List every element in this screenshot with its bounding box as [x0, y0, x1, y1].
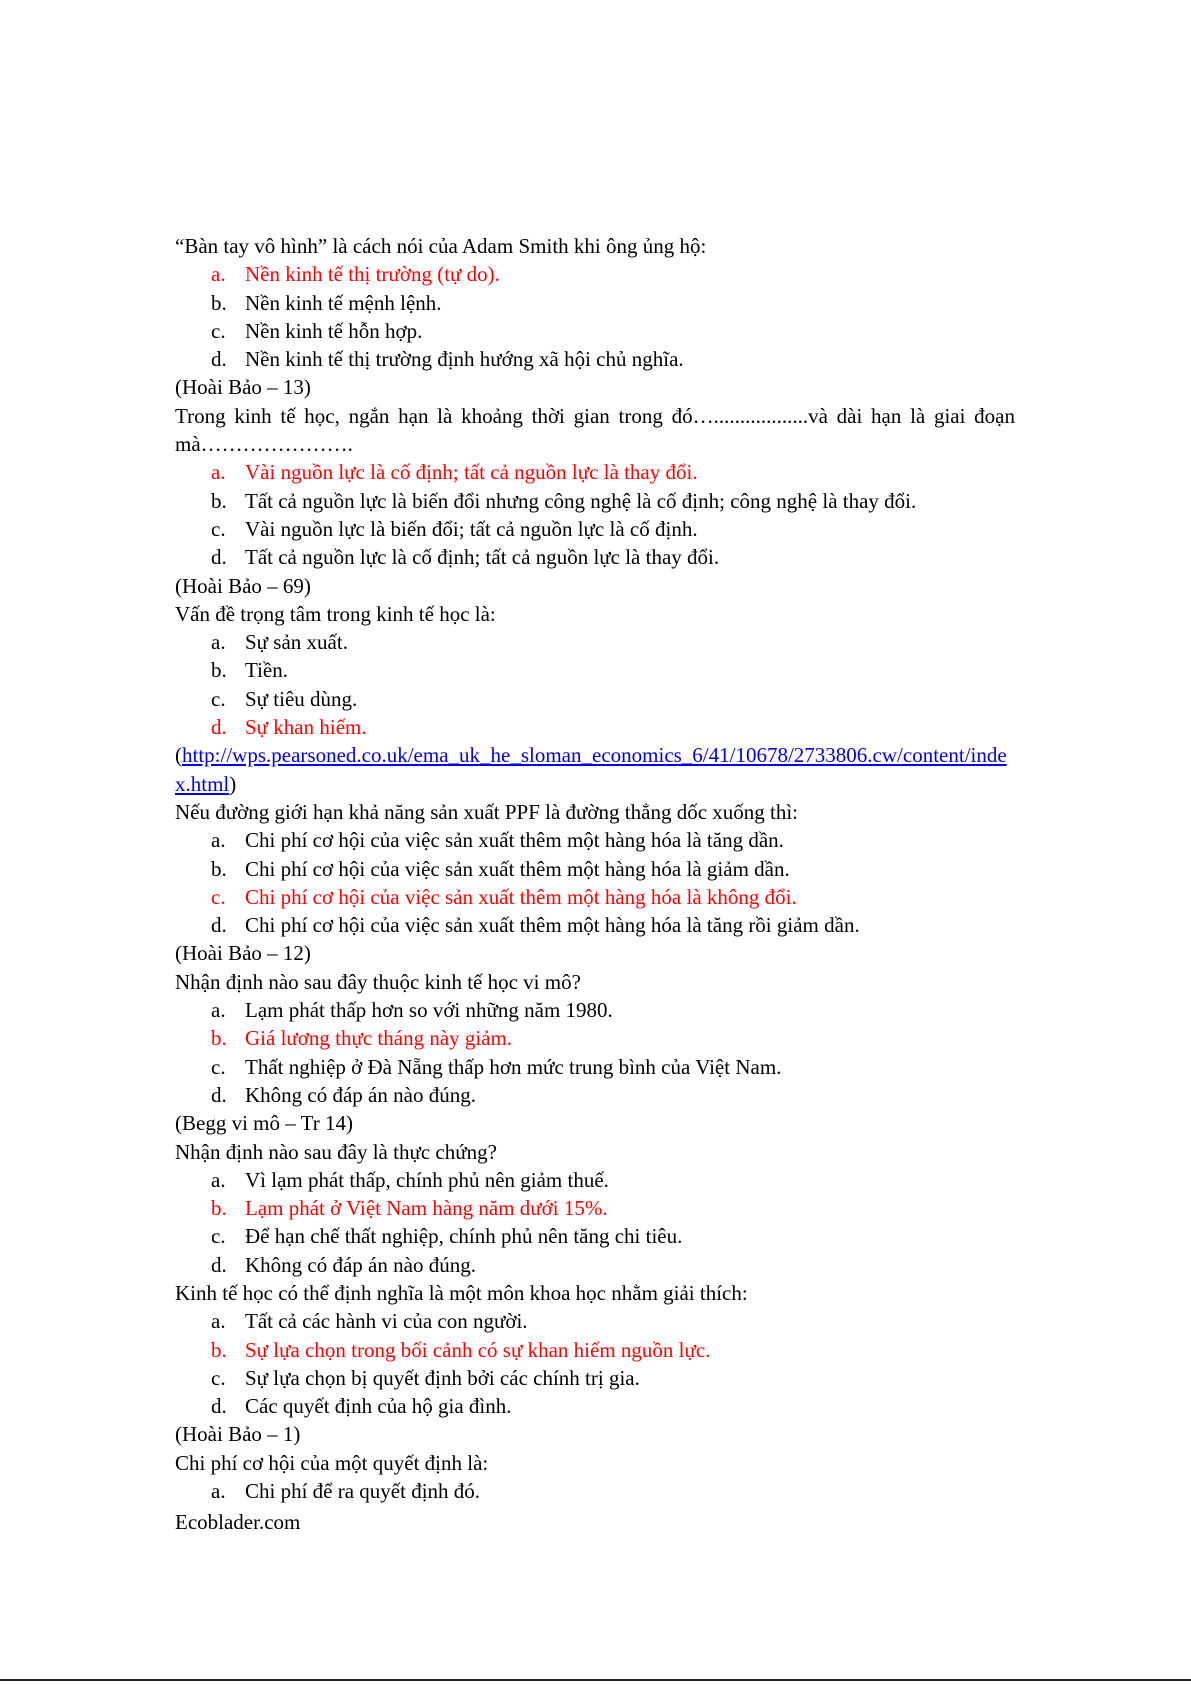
question-text: Nếu đường giới hạn khả năng sản xuất PPF là đường thẳng dốc xuống thì:: [175, 799, 799, 824]
option-letter: b.: [211, 290, 227, 315]
question-block: [175, 968, 1015, 1138]
option-text: Tất cả nguồn lực là cố định; tất cả nguồn lực là thay đổi.: [245, 545, 720, 570]
option-letter: c.: [211, 1224, 226, 1249]
answer-option: [175, 911, 1015, 939]
option-text: Để hạn chế thất nghiệp, chính phủ nên tăng chi tiêu.: [245, 1224, 683, 1249]
answer-option: [175, 628, 1015, 656]
option-letter: b.: [211, 488, 227, 513]
answer-option: [175, 317, 1015, 345]
option-letter: a.: [211, 460, 226, 485]
option-letter: a.: [211, 828, 226, 853]
question-source: (Hoài Bảo – 69): [175, 573, 311, 598]
paren-open: (: [175, 743, 182, 768]
option-letter: c.: [211, 1054, 226, 1079]
answer-option: [175, 1364, 1015, 1392]
answer-option: [175, 515, 1015, 543]
option-text: Giá lương thực tháng này giảm.: [245, 1026, 513, 1051]
option-letter: d.: [211, 347, 227, 372]
question-text: “Bàn tay vô hình” là cách nói của Adam Smith khi ông ủng hộ:: [175, 234, 707, 258]
answer-option: [175, 487, 1015, 515]
option-text: Chi phí để ra quyết định đó.: [245, 1479, 481, 1504]
answer-option: [175, 543, 1015, 571]
answer-option: [175, 1392, 1015, 1420]
answer-option: [175, 656, 1015, 684]
option-letter: a.: [211, 1167, 226, 1192]
answer-option: [175, 826, 1015, 854]
option-letter: c.: [211, 884, 226, 909]
option-text: Các quyết định của hộ gia đình.: [245, 1394, 512, 1419]
option-letter: b.: [211, 856, 227, 881]
answer-option: [175, 855, 1015, 883]
option-letter: b.: [211, 1196, 227, 1221]
option-text: Chi phí cơ hội của việc sản xuất thêm một hàng hóa là không đổi.: [245, 884, 797, 909]
option-text: Chi phí cơ hội của việc sản xuất thêm một hàng hóa là giảm dần.: [245, 856, 790, 881]
option-text: Sự tiêu dùng.: [245, 686, 358, 711]
option-text: Vài nguồn lực là cố định; tất cả nguồn lực là thay đổi.: [245, 460, 698, 485]
option-letter: c.: [211, 686, 226, 711]
option-text: Sự lựa chọn trong bối cảnh có sự khan hiếm nguồn lực.: [245, 1337, 711, 1362]
question-block: [175, 232, 1015, 402]
option-text: Thất nghiệp ở Đà Nẵng thấp hơn mức trung bình của Việt Nam.: [245, 1054, 782, 1079]
option-text: Tiền.: [245, 658, 288, 683]
option-letter: d.: [211, 913, 227, 938]
question-block: [175, 600, 1015, 798]
option-text: Nền kinh tế mệnh lệnh.: [245, 290, 442, 315]
correct-answer-option: [175, 1194, 1015, 1222]
answer-option: [175, 345, 1015, 373]
question-block: [175, 1279, 1015, 1449]
option-letter: d.: [211, 1394, 227, 1419]
question-text: Chi phí cơ hội của một quyết định là:: [175, 1450, 489, 1475]
answer-option: [175, 1053, 1015, 1081]
question-text: Nhận định nào sau đây thuộc kinh tế học vi mô?: [175, 969, 581, 994]
correct-answer-option: [175, 883, 1015, 911]
answer-option: [175, 1251, 1015, 1279]
option-text: Lạm phát ở Việt Nam hàng năm dưới 15%.: [245, 1196, 608, 1221]
question-text: Vấn đề trọng tâm trong kinh tế học là:: [175, 601, 496, 626]
option-letter: a.: [211, 262, 226, 287]
option-text: Sự sản xuất.: [245, 630, 348, 655]
option-letter: a.: [211, 630, 226, 655]
option-letter: d.: [211, 715, 227, 740]
answer-option: [175, 685, 1015, 713]
option-text: Sự lựa chọn bị quyết định bởi các chính trị gia.: [245, 1365, 640, 1390]
option-letter: a.: [211, 1479, 226, 1504]
option-letter: b.: [211, 1026, 227, 1051]
question-block: [175, 1138, 1015, 1279]
option-text: Không có đáp án nào đúng.: [245, 1252, 476, 1277]
option-text: Chi phí cơ hội của việc sản xuất thêm một hàng hóa là tăng dần.: [245, 828, 784, 853]
answer-option: [175, 1307, 1015, 1335]
bottom-rule: [0, 1679, 1191, 1681]
question-block: [175, 798, 1015, 968]
question-text: Nhận định nào sau đây là thực chứng?: [175, 1139, 497, 1164]
option-text: Chi phí cơ hội của việc sản xuất thêm một hàng hóa là tăng rồi giảm dần.: [245, 913, 860, 938]
option-text: Tất cả nguồn lực là biến đổi nhưng công nghệ là cố định; công nghệ là thay đổi.: [245, 488, 917, 513]
answer-option: [175, 1081, 1015, 1109]
question-block: [175, 402, 1015, 600]
option-letter: b.: [211, 658, 227, 683]
answer-option: [175, 1477, 1015, 1505]
option-letter: d.: [211, 1252, 227, 1277]
question-text: Kinh tế học có thể định nghĩa là một môn khoa học nhằm giải thích:: [175, 1280, 748, 1305]
question-block: [175, 1449, 1015, 1506]
option-text: Nền kinh tế thị trường (tự do).: [245, 262, 500, 287]
option-text: Lạm phát thấp hơn so với những năm 1980.: [245, 998, 613, 1023]
option-letter: d.: [211, 1082, 227, 1107]
option-text: Không có đáp án nào đúng.: [245, 1082, 476, 1107]
question-source: (Hoài Bảo – 1): [175, 1422, 301, 1447]
question-source: (Hoài Bảo – 13): [175, 375, 311, 400]
answer-option: [175, 289, 1015, 317]
option-letter: c.: [211, 1365, 226, 1390]
source-link[interactable]: http://wps.pearsoned.co.uk/ema_uk_he_sloman_economics_6/41/10678/2733806.cw/content/index.html: [175, 743, 1007, 796]
option-text: Vì lạm phát thấp, chính phủ nên giảm thuế.: [245, 1167, 609, 1192]
correct-answer-option: [175, 1024, 1015, 1052]
correct-answer-option: [175, 458, 1015, 486]
option-text: Vài nguồn lực là biến đổi; tất cả nguồn lực là cố định.: [245, 516, 698, 541]
option-text: Sự khan hiếm.: [245, 715, 367, 740]
question-source: (Begg vi mô – Tr 14): [175, 1111, 353, 1136]
paren-close: ): [229, 771, 237, 796]
option-letter: a.: [211, 1309, 226, 1334]
option-letter: c.: [211, 318, 226, 343]
option-text: Nền kinh tế hỗn hợp.: [245, 318, 423, 343]
option-letter: d.: [211, 545, 227, 570]
option-letter: a.: [211, 998, 226, 1023]
document-body: [175, 232, 1015, 1505]
option-letter: c.: [211, 516, 226, 541]
question-source: (Hoài Bảo – 12): [175, 941, 311, 966]
answer-option: [175, 1222, 1015, 1250]
correct-answer-option: [175, 713, 1015, 741]
question-text: Trong kinh tế học, ngắn hạn là khoảng thời gian trong đó…..................và dài hạn là giai đoạn mà………………….: [175, 403, 1015, 457]
question-source-link-line: [175, 741, 1015, 798]
answer-option: [175, 996, 1015, 1024]
option-text: Tất cả các hành vi của con người.: [245, 1309, 528, 1334]
page-footer: Ecoblader.com: [175, 1510, 301, 1534]
option-letter: b.: [211, 1337, 227, 1362]
answer-option: [175, 1166, 1015, 1194]
option-text: Nền kinh tế thị trường định hướng xã hội chủ nghĩa.: [245, 347, 684, 372]
correct-answer-option: [175, 260, 1015, 288]
correct-answer-option: [175, 1336, 1015, 1364]
